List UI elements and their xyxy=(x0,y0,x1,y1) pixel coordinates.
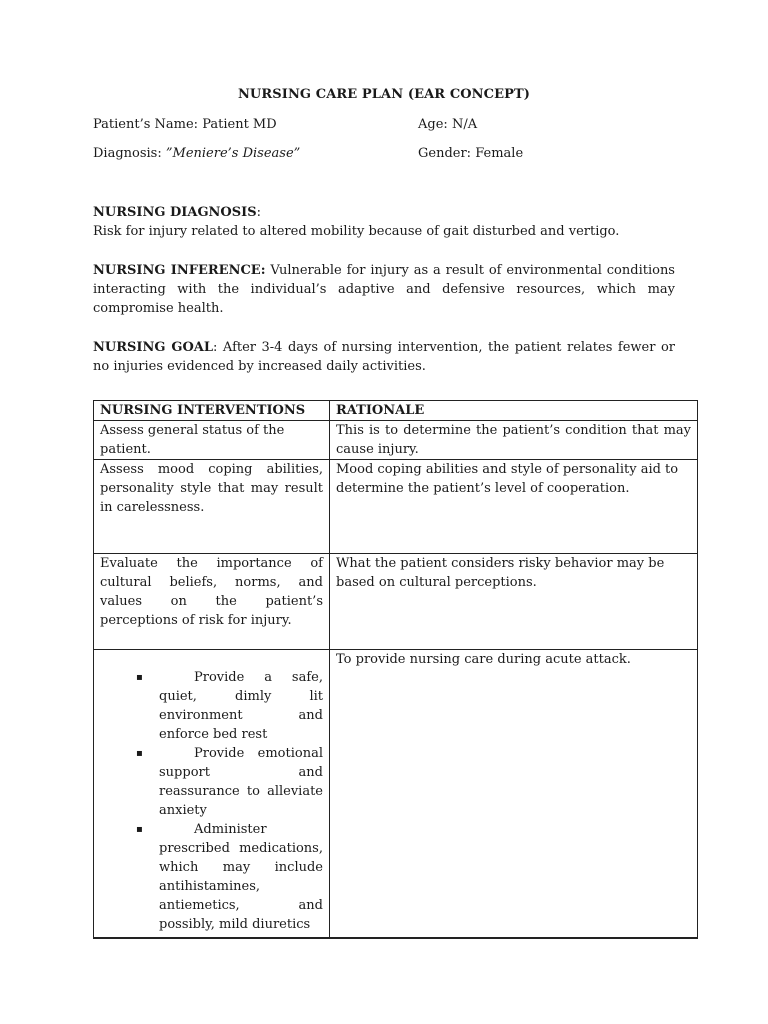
intervention-cell: Evaluate the importance of cultural beliefs, norms, and values on the patient’s perceptions of risk for injury. xyxy=(94,554,330,650)
patient-name-value: Patient MD xyxy=(202,117,277,132)
gender-label: Gender: xyxy=(418,146,472,161)
bullet-icon: ▪ xyxy=(136,672,143,683)
table-row xyxy=(94,650,698,938)
patient-name-field xyxy=(93,117,277,132)
nursing-diagnosis-heading: NURSING DIAGNOSIS xyxy=(93,205,257,220)
diagnosis-value: ”Meniere’s Disease” xyxy=(165,146,301,161)
nursing-inference-section xyxy=(93,261,675,318)
table-header-row xyxy=(94,401,698,421)
age-label: Age: xyxy=(418,117,448,132)
list-item xyxy=(100,744,323,820)
nursing-inference-text: Vulnerable for injury as a result of environmental conditions interacting with the individual’s adaptive and defensive resources, which may compromise health. xyxy=(93,263,675,316)
bullet-text: Provide emotional support and reassurance to alleviate anxiety xyxy=(159,746,323,818)
nursing-goal-section xyxy=(93,338,675,376)
intervention-cell: Assess general status of the patient. xyxy=(94,421,330,460)
rationale-cell: What the patient considers risky behavior may be based on cultural perceptions. xyxy=(330,554,698,650)
nursing-goal-text: : After 3-4 days of nursing intervention, the patient relates fewer or no injuries evidenced by increased daily activities. xyxy=(93,340,675,374)
rationale-cell: To provide nursing care during acute attack. xyxy=(330,650,698,938)
header-rationale: RATIONALE xyxy=(330,401,698,421)
header-nursing-interventions: NURSING INTERVENTIONS xyxy=(94,401,330,421)
patient-info-row-2 xyxy=(93,146,703,164)
age-field xyxy=(418,117,477,132)
nursing-diagnosis-text: Risk for injury related to altered mobility because of gait disturbed and vertigo. xyxy=(93,224,620,239)
gender-value: Female xyxy=(475,146,524,161)
rationale-cell: Mood coping abilities and style of personality aid to determine the patient’s level of cooperation. xyxy=(330,460,698,554)
list-item xyxy=(100,668,323,744)
table-row xyxy=(94,421,698,460)
intervention-bullet-list xyxy=(100,668,323,934)
diagnosis-field xyxy=(93,146,300,161)
list-item xyxy=(100,820,323,934)
gender-field xyxy=(418,146,523,161)
nursing-diagnosis-section xyxy=(93,203,675,241)
patient-name-label: Patient’s Name: xyxy=(93,117,199,132)
document-title: NURSING CARE PLAN (EAR CONCEPT) xyxy=(237,87,531,102)
bullet-text: Administer prescribed medications, which may include antihistamines, antiemetics, and possibly, mild diuretics xyxy=(159,822,323,932)
age-value: N/A xyxy=(451,117,478,132)
nursing-inference-heading: NURSING INFERENCE: xyxy=(93,263,266,278)
bullet-icon: ▪ xyxy=(136,824,143,835)
intervention-cell-bullets xyxy=(94,650,330,938)
intervention-cell: Assess mood coping abilities, personality style that may result in carelessness. xyxy=(94,460,330,554)
nursing-goal-heading: NURSING GOAL xyxy=(93,340,214,355)
rationale-cell: This is to determine the patient’s condition that may cause injury. xyxy=(330,421,698,460)
nursing-diagnosis-colon: : xyxy=(256,205,262,220)
bullet-text: Provide a safe, quiet, dimly lit environment and enforce bed rest xyxy=(159,670,323,742)
bullet-icon: ▪ xyxy=(136,748,143,759)
table-row xyxy=(94,460,698,554)
patient-info-row-1 xyxy=(93,117,703,135)
diagnosis-label: Diagnosis: xyxy=(93,146,162,161)
care-plan-table xyxy=(93,400,698,939)
table-row xyxy=(94,554,698,650)
